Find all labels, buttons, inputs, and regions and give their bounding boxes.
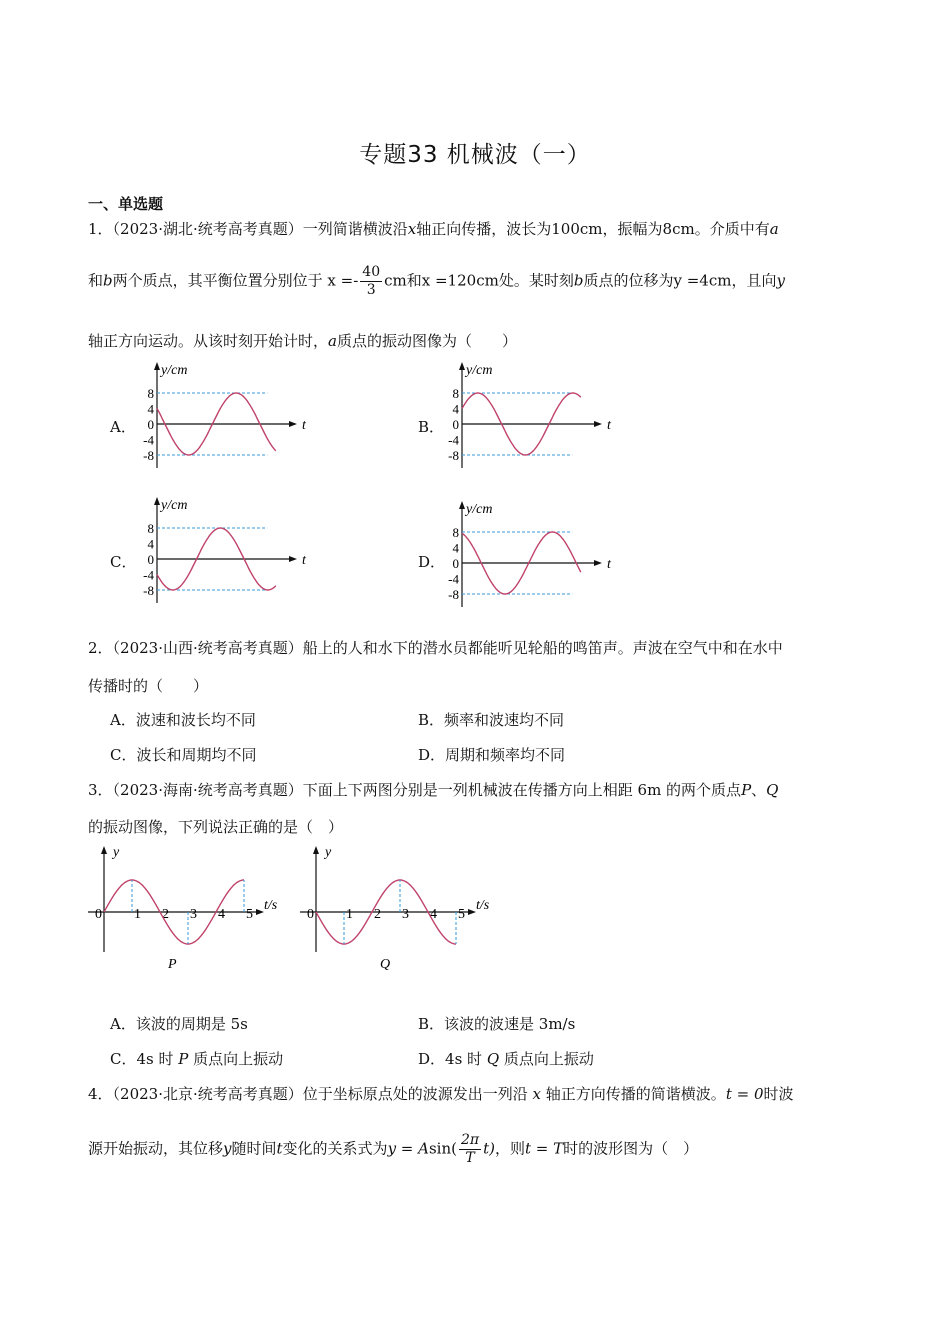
q3-option-d[interactable]: D．4s 时 Q 质点向上振动 (418, 1050, 594, 1068)
tick-label: 8 (147, 521, 154, 536)
y-axis-arrow (101, 846, 107, 854)
tick-label: -8 (143, 583, 154, 598)
tick-label: -4 (143, 432, 154, 448)
q1-line2: 和b两个质点，其平衡位置分别位于 x =- $\frac{40}{3}$ cm和x =120cm处。某时刻b质点的位移为y =4cm，且向y (88, 264, 785, 298)
tick-label: 4 (452, 401, 459, 417)
q1-option-d-label[interactable]: D． (418, 553, 446, 571)
t-axis-arrow (289, 556, 297, 562)
q1-graph-b[interactable] (440, 358, 615, 470)
tick-label: 0 (147, 552, 154, 567)
tick-label: 4 (218, 907, 225, 922)
q4-line1: 4．（2023·北京·统考高考真题）位于坐标原点处的波源发出一列沿 x 轴正方向传播的简谐横波。t = 0时波 (88, 1085, 794, 1103)
tick-label: -8 (143, 448, 154, 463)
fraction-2pi-T: $\frac{2\pi}{T}$ (461, 1132, 480, 1166)
q1-graph-c[interactable] (135, 493, 310, 605)
t-axis-label: t (607, 418, 611, 433)
tick-label: -4 (448, 432, 459, 448)
q1-line1: 1．（2023·湖北·统考高考真题）一列简谐横波沿x轴正向传播，波长为100cm，振幅为8cm。介质中有a (88, 220, 779, 238)
tick-label: -4 (448, 571, 459, 587)
tick-label: 8 (452, 386, 459, 401)
section-heading: 一、单选题 (88, 195, 164, 213)
y-axis-arrow (459, 501, 465, 509)
t-axis-arrow (289, 421, 297, 427)
tick-label: 0 (452, 556, 459, 571)
q1-option-a-label[interactable]: A． (110, 418, 136, 436)
t-axis-label: t (607, 557, 611, 572)
t-axis-arrow (594, 421, 602, 427)
q3-line2: 的振动图像，下列说法正确的是（ ） (88, 818, 344, 836)
q1-graph-d[interactable] (440, 497, 615, 609)
graph-caption: P (168, 957, 177, 972)
tick-label: 4 (430, 907, 437, 922)
tick-label: 4 (147, 536, 154, 552)
q2-option-d[interactable]: D．周期和频率均不同 (418, 746, 566, 764)
fraction-40-3: $\frac{40}{3}$ (362, 264, 381, 298)
t-axis-arrow (594, 560, 602, 566)
q1-option-b-label[interactable]: B． (418, 418, 445, 436)
tick-label: 0 (95, 907, 102, 922)
q3-option-b[interactable]: B．该波的波速是 3m/s (418, 1015, 576, 1033)
graph-caption: Q (380, 957, 391, 972)
y-axis-label: y (113, 845, 120, 860)
tick-label: 0 (147, 417, 154, 432)
t-axis-label: t/s (476, 898, 490, 913)
y-axis-arrow (154, 362, 160, 370)
y-axis-arrow (459, 362, 465, 370)
tick-label: -8 (448, 587, 459, 602)
tick-label: -8 (448, 448, 459, 463)
q1-line3: 轴正方向运动。从该时刻开始计时，a质点的振动图像为（ ） (88, 332, 517, 350)
tick-label: 5 (458, 907, 465, 922)
tick-label: 1 (134, 907, 141, 922)
tick-label: 1 (346, 907, 353, 922)
tick-label: 3 (402, 907, 409, 922)
t-axis-label: t (302, 553, 306, 568)
tick-label: 2 (374, 907, 381, 922)
q3-option-a[interactable]: A．该波的周期是 5s (110, 1015, 248, 1033)
tick-label: 4 (452, 540, 459, 556)
q3-graph-p (88, 840, 288, 975)
y-axis-label: y/cm (161, 363, 188, 378)
q2-option-c[interactable]: C．波长和周期均不同 (110, 746, 257, 764)
q4-line2: 源开始振动，其位移y随时间t变化的关系式为y = Asin( $\frac{2\pi}{T}$ t)，则t = T时的波形图为（ ） (88, 1132, 699, 1166)
y-axis-arrow (313, 846, 319, 854)
q3-option-c[interactable]: C．4s 时 P 质点向上振动 (110, 1050, 284, 1068)
tick-label: 8 (147, 386, 154, 401)
tick-label: 3 (190, 907, 197, 922)
y-axis-label: y/cm (466, 502, 493, 517)
t-axis-arrow (256, 909, 264, 915)
q2-option-b[interactable]: B．频率和波速均不同 (418, 711, 565, 729)
tick-label: 5 (246, 907, 253, 922)
q1-graph-a[interactable] (135, 358, 310, 470)
t-axis-arrow (468, 909, 476, 915)
page-title: 专题33 机械波（一） (359, 142, 591, 168)
q2-line1: 2．（2023·山西·统考高考真题）船上的人和水下的潜水员都能听见轮船的鸣笛声。声波在空气中和在水中 (88, 639, 783, 657)
y-axis-label: y (325, 845, 332, 860)
q1-option-c-label[interactable]: C． (110, 553, 137, 571)
y-axis-label: y/cm (161, 498, 188, 513)
t-axis-label: t (302, 418, 306, 433)
tick-label: 0 (452, 417, 459, 432)
q2-option-a[interactable]: A．波速和波长均不同 (110, 711, 256, 729)
y-axis-label: y/cm (466, 363, 493, 378)
tick-label: 0 (307, 907, 314, 922)
q3-line1: 3．（2023·海南·统考高考真题）下面上下两图分别是一列机械波在传播方向上相距 6m 的两个质点P、Q (88, 781, 779, 799)
q3-graph-q (300, 840, 500, 975)
t-axis-label: t/s (264, 898, 278, 913)
tick-label: -4 (143, 567, 154, 583)
tick-label: 8 (452, 525, 459, 540)
tick-label: 4 (147, 401, 154, 417)
tick-label: 2 (162, 907, 169, 922)
q2-line2: 传播时的（ ） (88, 677, 209, 695)
y-axis-arrow (154, 497, 160, 505)
